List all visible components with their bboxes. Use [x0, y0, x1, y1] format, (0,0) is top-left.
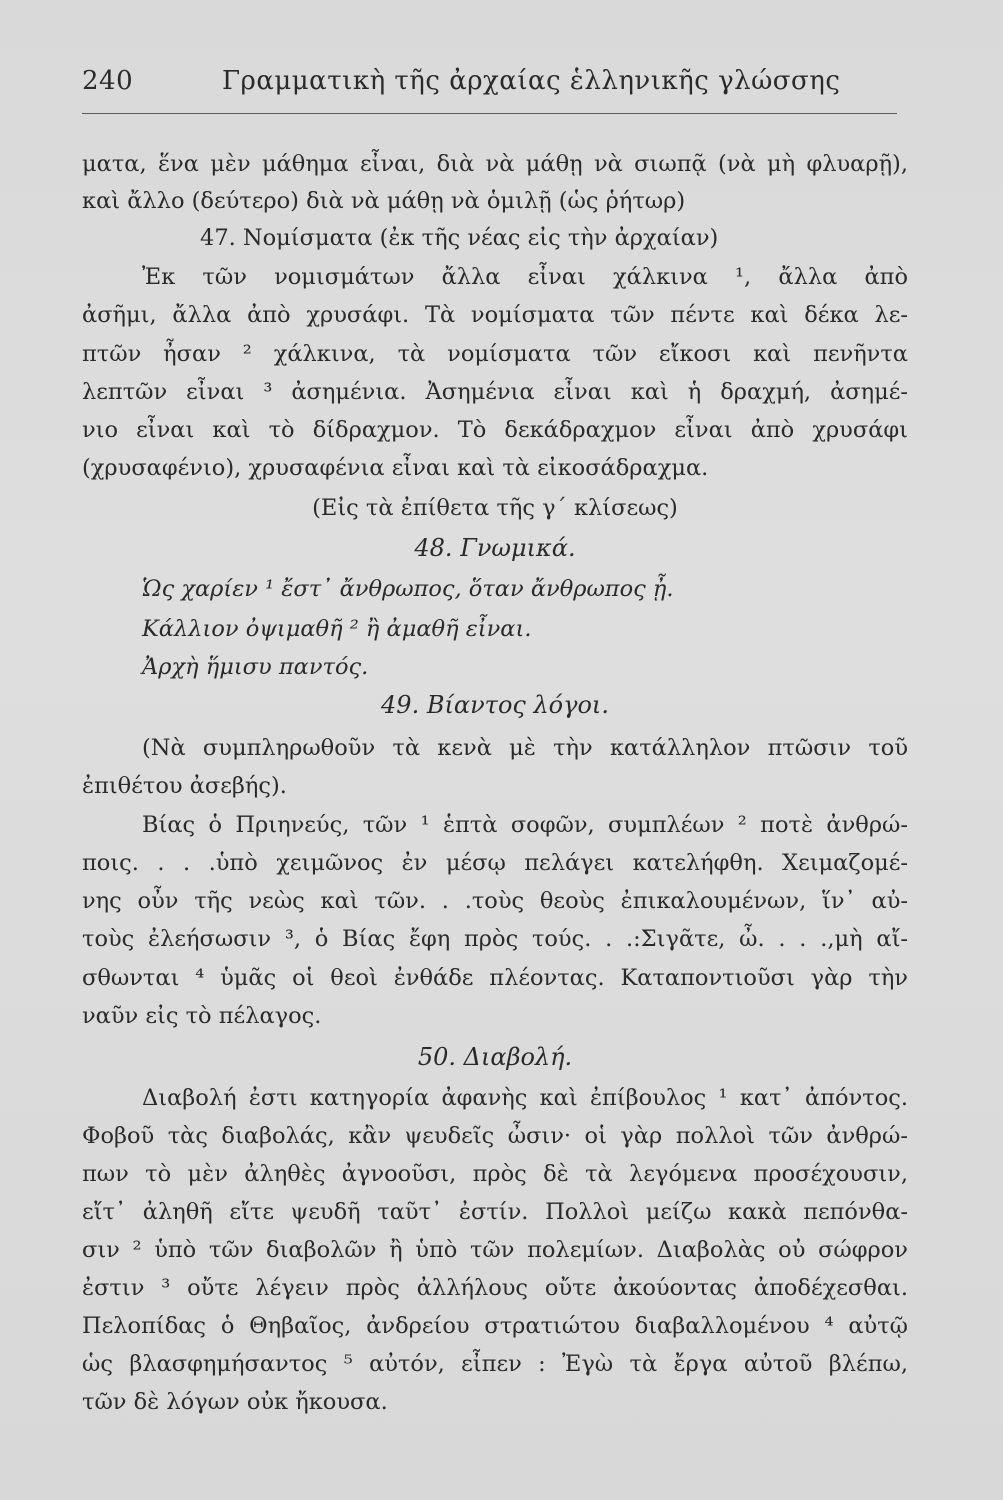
text-line: νης οὖν τῆς νεὼς καὶ τῶν. . .τοὺς θεοὺς ἐπικαλουμένων, ἵν᾽ αὐ- — [82, 888, 908, 914]
section-heading-49: 49. Βίαντος λόγοι. — [381, 691, 609, 719]
text-line: τοὺς ἐλεήσωσιν ³, ὁ Βίας ἔφη πρὸς τούς. . .:Σιγᾶτε, ὦ. . . .,μὴ αἴ- — [82, 926, 908, 952]
text-line: εἴτ᾽ ἀληθῆ εἴτε ψευδῆ ταῦτ᾽ ἐστίν. Πολλοὶ μείζω κακὰ πεπόνθα- — [82, 1199, 908, 1225]
exercise-note: (Εἰς τὰ ἐπίθετα τῆς γ΄ κλίσεως) — [312, 495, 678, 521]
text-line: τῶν δὲ λόγων οὐκ ἤκουσα. — [82, 1389, 388, 1415]
maxim-line: Ὡς χαρίεν ¹ ἔστ᾽ ἄνθρωπος, ὅταν ἄνθρωπος ᾖ. — [142, 576, 674, 602]
text-line: ἐστιν ³ οὔτε λέγειν πρὸς ἀλλήλους οὔτε ἀκούοντας ἀποδέχεσθαι. — [82, 1275, 908, 1301]
section-heading-47: 47. Νομίσματα (ἐκ τῆς νέας εἰς τὴν ἀρχαίαν) — [200, 225, 719, 251]
text-line: (Νὰ συμπληρωθοῦν τὰ κενὰ μὲ τὴν κατάλληλον πτῶσιν τοῦ — [142, 735, 908, 761]
text-line: καὶ ἄλλο (δεύτερο) διὰ νὰ μάθῃ νὰ ὁμιλῇ (ὡς ῥήτωρ) — [82, 188, 686, 214]
text-line: Βίας ὁ Πριηνεύς, τῶν ¹ ἑπτὰ σοφῶν, συμπλέων ² ποτὲ ἀνθρώ- — [142, 812, 908, 838]
text-line: (χρυσαφένιο), χρυσαφένια εἶναι καὶ τὰ εἰκοσάδραχμα. — [82, 455, 709, 481]
text-line: Ἐκ τῶν νομισμάτων ἄλλα εἶναι χάλκινα ¹, ἄλλα ἀπὸ — [142, 264, 908, 290]
text-line: σθωνται ⁴ ὑμᾶς οἱ θεοὶ ἐνθάδε πλέοντας. Καταποντιοῦσι γὰρ τὴν — [82, 965, 908, 991]
text-line: ναῦν εἰς τὸ πέλαγος. — [82, 1003, 322, 1029]
maxim-line: Κάλλιον ὀψιμαθῆ ² ἢ ἀμαθῆ εἶναι. — [142, 616, 532, 642]
text-line: Πελοπίδας ὁ Θηβαῖος, ἀνδρείου στρατιώτου διαβαλλομένου ⁴ αὐτῷ — [82, 1313, 908, 1339]
text-line: ὡς βλασφημήσαντος ⁵ αὐτόν, εἶπεν : Ἐγὼ τὰ ἔργα αὐτοῦ βλέπω, — [82, 1351, 908, 1377]
text-line: ἐπιθέτου ἀσεβής). — [82, 773, 287, 799]
text-line: ποις. . . .ὑπὸ χειμῶνος ἐν μέσῳ πελάγει κατελήφθη. Χειμαζομέ- — [82, 850, 908, 876]
text-line: ἀσῆμι, ἄλλα ἀπὸ χρυσάφι. Τὰ νομίσματα τῶν πέντε καὶ δέκα λε- — [82, 302, 908, 328]
section-heading-48: 48. Γνωμικά. — [414, 534, 576, 562]
page-number: 240 — [82, 66, 134, 96]
text-line: πτῶν ἦσαν ² χάλκινα, τὰ νομίσματα τῶν εἴκοσι καὶ πενῆντα — [82, 341, 908, 367]
text-line: ματα, ἕνα μὲν μάθημα εἶναι, διὰ νὰ μάθῃ νὰ σιωπᾷ (νὰ μὴ φλυαρῇ), — [82, 151, 908, 177]
running-title: Γραμματικὴ τῆς ἀρχαίας ἑλληνικῆς γλώσσης — [222, 66, 841, 96]
maxim-line: Ἀρχὴ ἥμισυ παντός. — [142, 654, 369, 680]
text-line: νιο εἶναι καὶ τὸ δίδραχμον. Τὸ δεκάδραχμον εἶναι ἀπὸ χρυσάφι — [82, 417, 908, 443]
text-line: Φοβοῦ τὰς διαβολάς, κἂν ψευδεῖς ὦσιν· οἱ γὰρ πολλοὶ τῶν ἀνθρώ- — [82, 1123, 908, 1149]
text-line: πων τὸ μὲν ἀληθὲς ἀγνοοῦσι, πρὸς δὲ τὰ λεγόμενα προσέχουσιν, — [82, 1161, 908, 1187]
header-rule — [82, 113, 897, 114]
text-line: σιν ² ὑπὸ τῶν διαβολῶν ἢ ὑπὸ τῶν πολεμίων. Διαβολὰς οὐ σώφρον — [82, 1237, 908, 1263]
section-heading-50: 50. Διαβολή. — [417, 1043, 573, 1071]
text-line: λεπτῶν εἶναι ³ ἀσημένια. Ἀσημένια εἶναι καὶ ἡ δραχμή, ἀσημέ- — [82, 379, 908, 405]
text-line: Διαβολή ἐστι κατηγορία ἀφανὴς καὶ ἐπίβουλος ¹ κατ᾽ ἀπόντος. — [142, 1085, 908, 1111]
